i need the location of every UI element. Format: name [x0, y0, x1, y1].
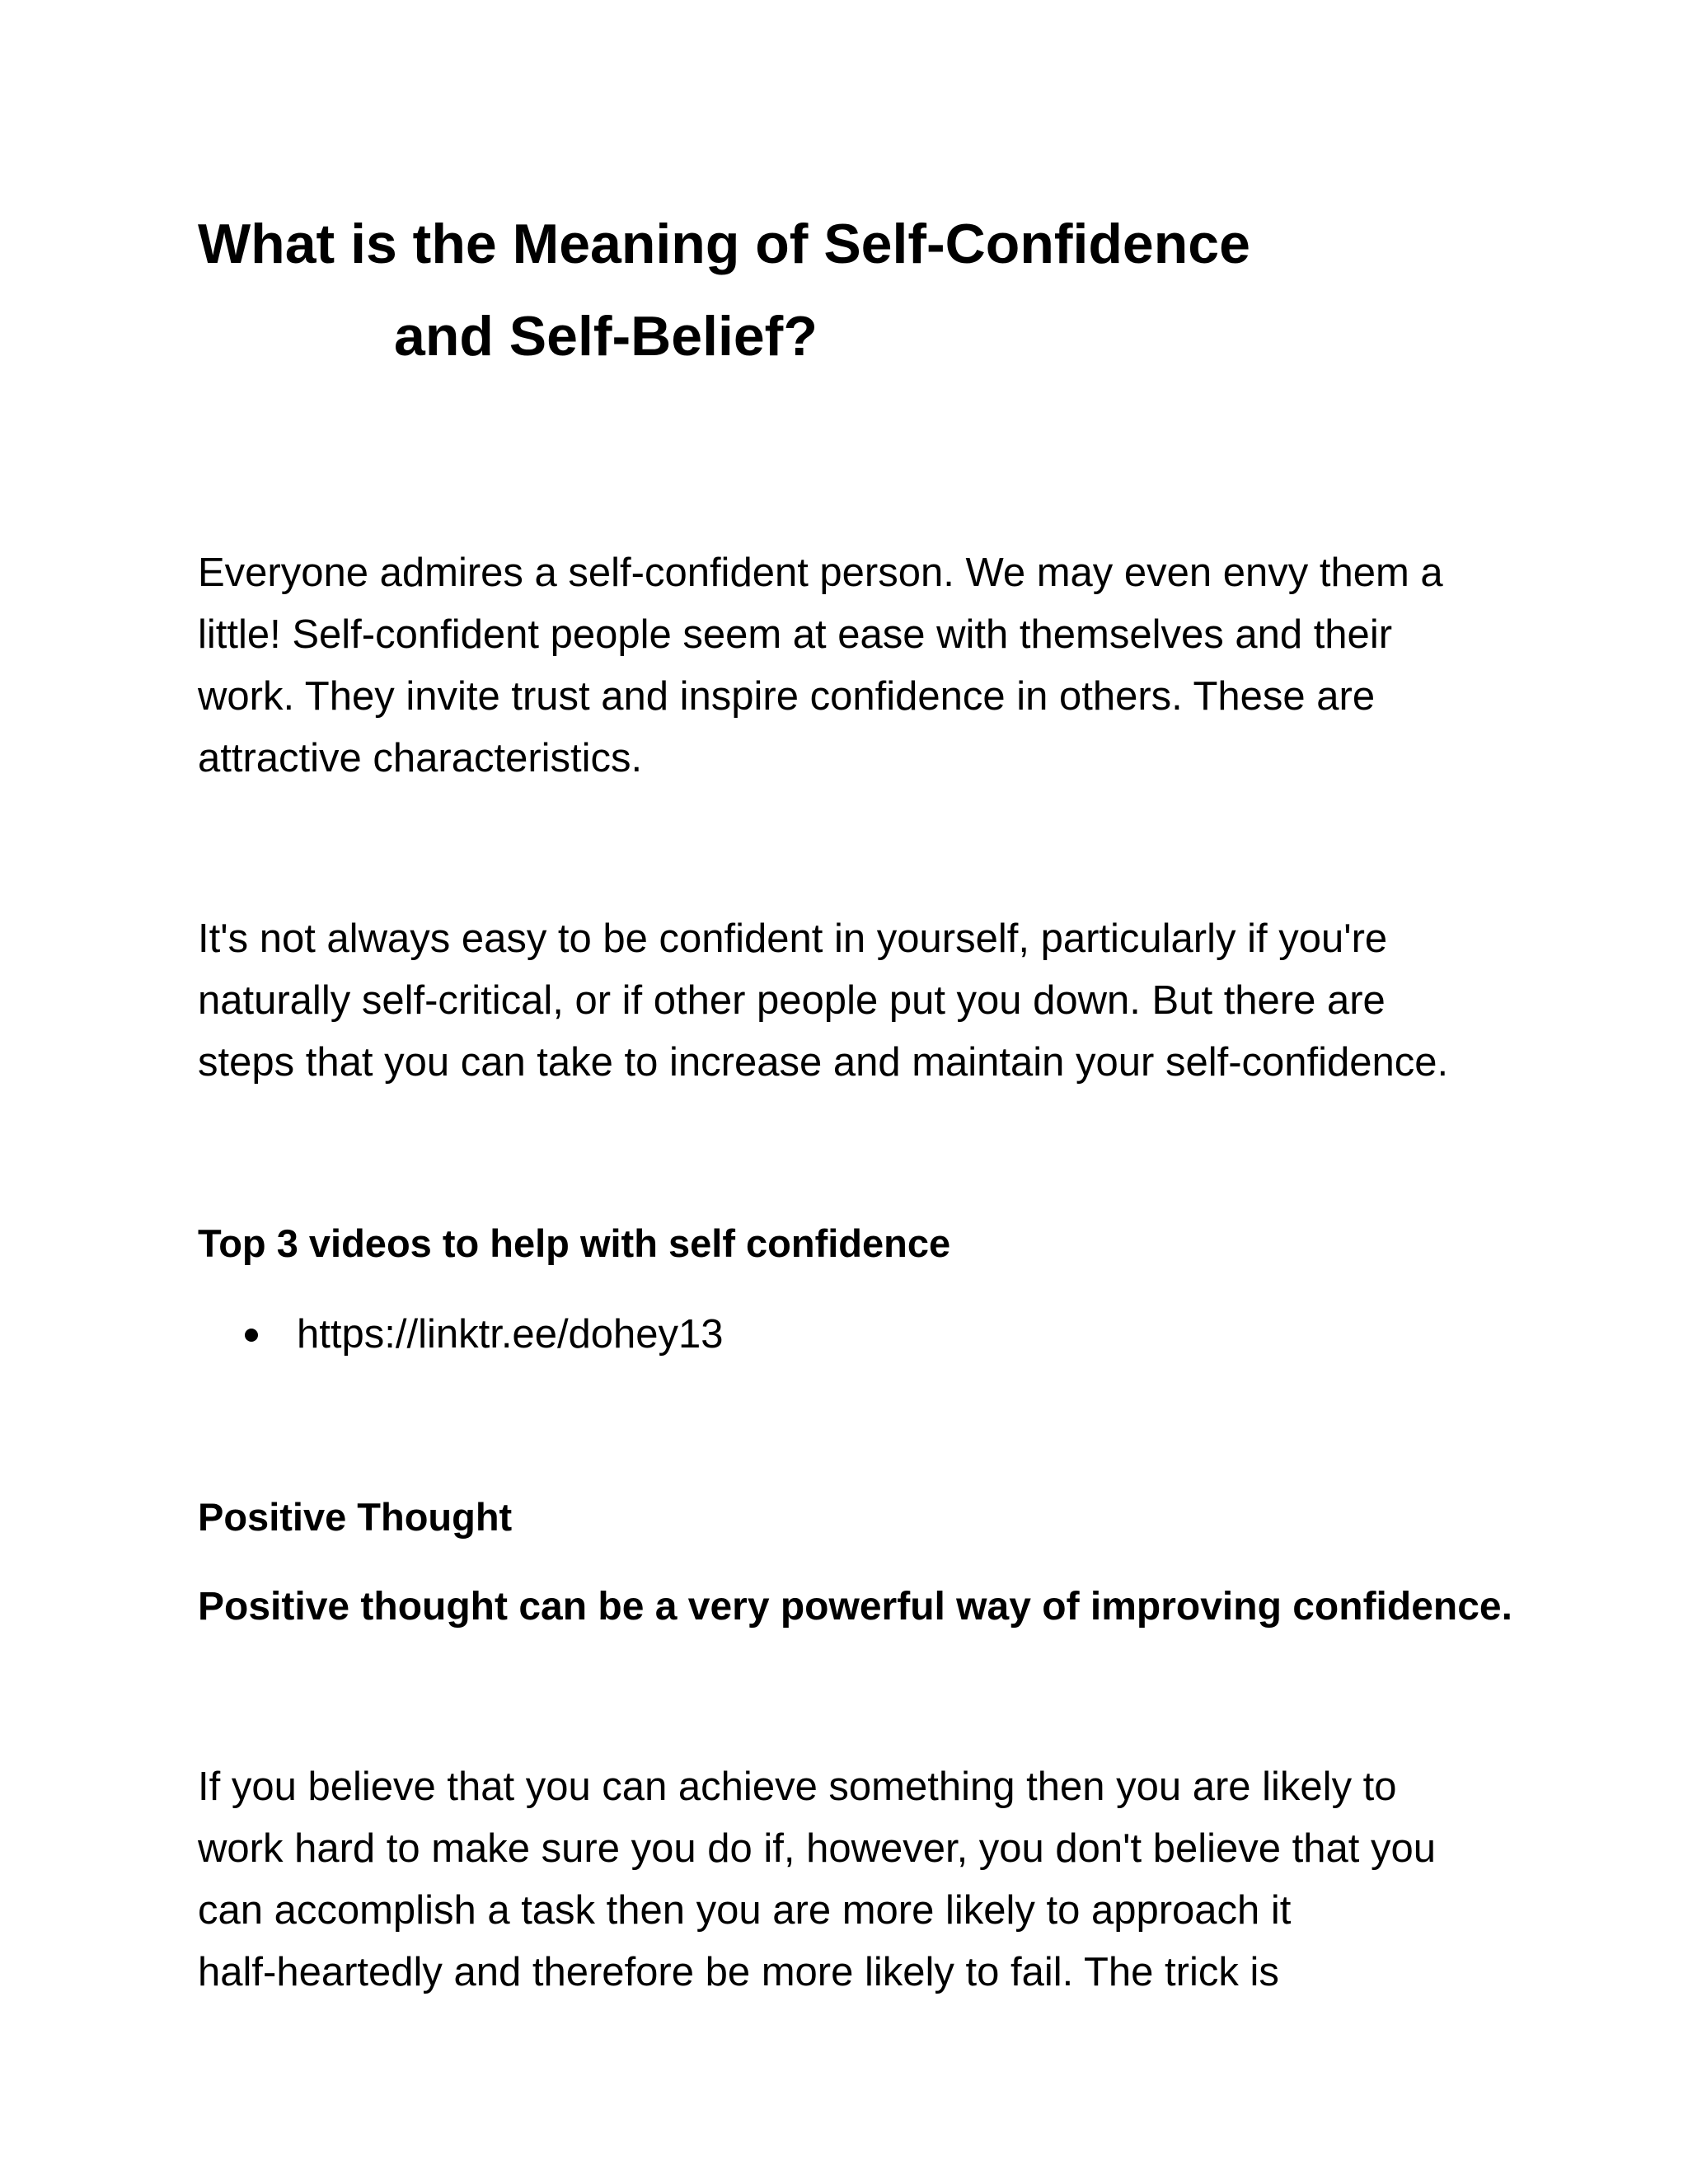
positive-thought-heading: Positive Thought — [198, 1495, 513, 1539]
paragraph-line: steps that you can take to increase and maintain your self-confidence. — [198, 1040, 1449, 1085]
confidence-steps-paragraph — [198, 908, 1517, 1094]
positive-thought-lead: Positive thought can be a very powerful way of improving confidence. — [198, 1585, 1512, 1629]
belief-paragraph — [198, 1756, 1517, 2004]
paragraph-line: attractive characteristics. — [198, 736, 643, 780]
paragraph-line: can accomplish a task then you are more likely to approach it — [198, 1888, 1292, 1933]
paragraph-line: half-heartedly and therefore be more likely to fail. The trick is — [198, 1950, 1279, 1994]
paragraph-line: work hard to make sure you do if, however, you don't believe that you — [198, 1826, 1436, 1871]
bullet-icon — [245, 1329, 258, 1342]
page-title-line-1: What is the Meaning of Self-Confidence — [198, 213, 1250, 275]
videos-heading: Top 3 videos to help with self confidence — [198, 1221, 951, 1265]
paragraph-line: If you believe that you can achieve something then you are likely to — [198, 1765, 1397, 1809]
paragraph-line: work. They invite trust and inspire confidence in others. These are — [198, 674, 1376, 719]
paragraph-line: Everyone admires a self-confident person. We may even envy them a — [198, 551, 1443, 595]
videos-list — [198, 1304, 1517, 1366]
list-item — [198, 1304, 1517, 1366]
videos-link[interactable]: https://linktr.ee/dohey13 — [297, 1312, 724, 1357]
page-title-line-2: and Self-Belief? — [394, 305, 818, 368]
paragraph-line: It's not always easy to be confident in yourself, particularly if you're — [198, 916, 1388, 961]
paragraph-line: naturally self-critical, or if other people put you down. But there are — [198, 978, 1386, 1023]
document-content — [198, 198, 1517, 2004]
paragraph-line: little! Self-confident people seem at ease with themselves and their — [198, 612, 1393, 657]
intro-paragraph — [198, 542, 1517, 790]
